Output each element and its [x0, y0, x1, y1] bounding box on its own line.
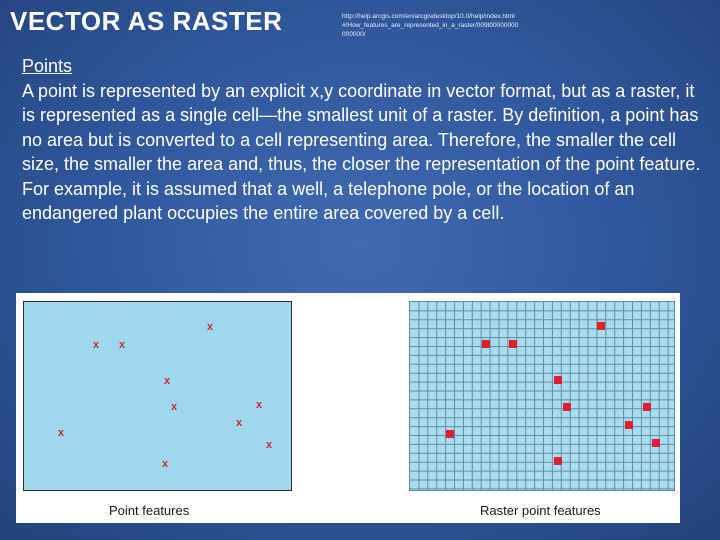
figure [16, 293, 680, 523]
point-marker: x [118, 339, 126, 351]
point-marker: x [163, 375, 171, 387]
point-features-panel [23, 301, 292, 491]
point-marker: x [235, 417, 243, 429]
raster-cell [554, 457, 562, 465]
point-marker: x [161, 458, 169, 470]
section-paragraph: A point is represented by an explicit x,y coordinate in vector format, but as a raster, it is represented as a single cell—the smallest unit of a raster. By definition, a point has no area but is converted to a cell representing area. Therefore, the smaller the cell size, the smaller the area and, thus, the closer the representation of the point feature. For example, it is assumed that a well, a telephone pole, or the location of an endangered plant occupies the entire area covered by a cell. [22, 80, 701, 223]
point-marker: x [255, 399, 263, 411]
raster-point-features-caption: Raster point features [480, 503, 601, 518]
body-text [22, 54, 712, 226]
raster-cell [563, 403, 571, 411]
source-url: http://help.arcgis.com/en/arcgisdesktop/10.0/help/index.html#/How_features_are_represented_in_a_raster/009t00000000000000/ [342, 13, 519, 38]
slide-title: VECTOR AS RASTER [10, 6, 283, 36]
raster-cell [482, 340, 490, 348]
point-marker: x [206, 321, 214, 333]
point-features-caption: Point features [109, 503, 190, 518]
point-marker: x [265, 439, 273, 451]
raster-cell [625, 421, 633, 429]
raster-cell [643, 403, 651, 411]
point-marker: x [92, 339, 100, 351]
point-marker: x [57, 427, 65, 439]
section-heading: Points [22, 56, 73, 76]
raster-cell [652, 439, 660, 447]
raster-cell [509, 340, 517, 348]
point-marker: x [170, 401, 178, 413]
raster-cell [554, 376, 562, 384]
raster-cell [597, 322, 605, 330]
raster-grid [410, 302, 674, 490]
raster-point-features-panel [409, 301, 675, 491]
raster-cell [446, 430, 454, 438]
